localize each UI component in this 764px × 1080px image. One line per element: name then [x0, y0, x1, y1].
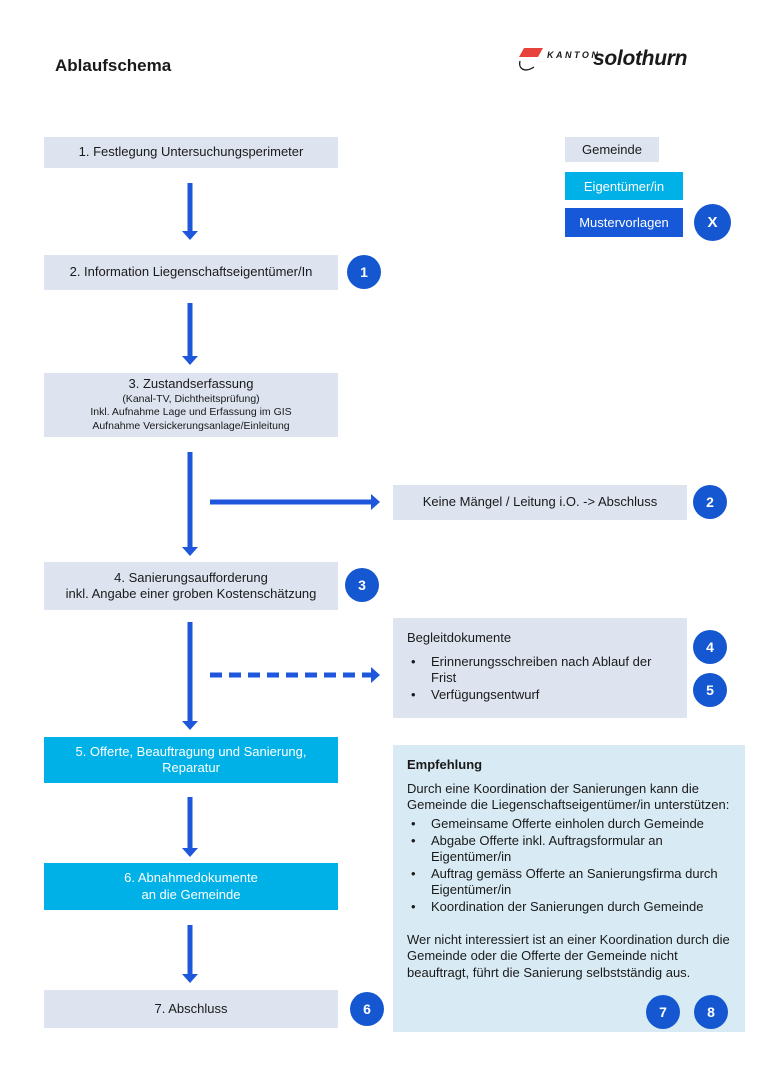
- legend-mustervorlagen: [565, 208, 683, 237]
- step-7-label: 7. Abschluss: [154, 1000, 228, 1016]
- empfehlung-bullet-3-text: Auftrag gemäss Offerte an Sanierungsfirma durch Eigentümer/in: [431, 865, 718, 898]
- step-6-line-1: 6. Abnahmedokumente: [124, 870, 258, 886]
- arrow-down-6: [182, 925, 198, 983]
- empfehlung-bullet-1: [407, 816, 731, 833]
- badge-6: 6: [350, 992, 384, 1026]
- arrow-down-1: [182, 183, 198, 240]
- empfehlung-bullet-4-text: Koordination der Sanierungen durch Gemeinde: [431, 899, 704, 914]
- badge-8: 8: [694, 995, 728, 1029]
- step-3-title: 3. Zustandserfassung: [128, 376, 254, 392]
- begleit-bullet-2: [407, 687, 673, 704]
- bullet-icon: [407, 816, 431, 833]
- legend-gemeinde-label: Gemeinde: [582, 142, 642, 157]
- arrow-right-solid: [210, 494, 380, 510]
- legend-mustervorlagen-label: Mustervorlagen: [579, 215, 669, 230]
- arrow-head-icon: [182, 547, 198, 556]
- step-3-box: [44, 373, 338, 437]
- bullet-icon: [407, 654, 431, 687]
- empfehlung-bullet-2-text: Abgabe Offerte inkl. Auftragsformular an Eigentümer/in: [431, 832, 663, 865]
- arrow-shaft: [210, 500, 372, 505]
- badge-2: 2: [693, 485, 727, 519]
- step-4-line-1: 4. Sanierungsaufforderung: [114, 569, 268, 585]
- arrow-shaft: [188, 183, 193, 232]
- legend-gemeinde: [565, 137, 659, 162]
- empfehlung-bullet-4: [407, 899, 731, 916]
- empfehlung-box: [393, 745, 745, 1032]
- step-2-box: [44, 255, 338, 290]
- step-5-line-1: 5. Offerte, Beauftragung und Sanierung,: [75, 743, 307, 759]
- logo-solothurn-text: solothurn: [593, 47, 688, 70]
- empfehlung-intro: Durch eine Koordination der Sanierungen kann die Gemeinde die Liegenschaftseigentümer/in unterstützen:: [407, 780, 730, 813]
- step-6-box: [44, 863, 338, 910]
- arrow-down-3: [182, 452, 198, 556]
- arrow-shaft: [188, 452, 193, 548]
- empfehlung-bullet-1-text: Gemeinsame Offerte einholen durch Gemeinde: [431, 815, 704, 831]
- step-1-label: 1. Festlegung Untersuchungsperimeter: [78, 144, 304, 160]
- solothurn-crest-icon: [516, 46, 544, 78]
- arrow-head-icon: [182, 356, 198, 365]
- begleitdokumente-title: Begleitdokumente: [407, 630, 512, 645]
- arrow-shaft: [188, 797, 193, 849]
- arrow-head-icon: [371, 667, 380, 683]
- bullet-icon: [407, 833, 431, 866]
- badge-3: 3: [345, 568, 379, 602]
- arrow-head-icon: [182, 974, 198, 983]
- step-6-line-2: an die Gemeinde: [141, 886, 241, 902]
- step-3-line-3: Inkl. Aufnahme Lage und Erfassung im GIS: [90, 406, 292, 419]
- arrow-head-icon: [371, 494, 380, 510]
- step-1-box: [44, 137, 338, 168]
- legend-x-badge: X: [694, 204, 731, 241]
- begleit-bullet-1-text: Erinnerungsschreiben nach Ablauf der Frist: [431, 653, 652, 686]
- bullet-icon: [407, 866, 431, 899]
- begleit-bullet-2-text: Verfügungsentwurf: [431, 686, 540, 702]
- empfehlung-bullet-2: [407, 833, 731, 866]
- step-3-line-4: Aufnahme Versickerungsanlage/Einleitung: [92, 419, 290, 432]
- badge-4: 4: [693, 630, 727, 664]
- step-7-box: [44, 990, 338, 1028]
- arrow-shaft-dashed: [210, 673, 372, 678]
- begleitdokumente-box: [393, 618, 687, 718]
- badge-7: 7: [646, 995, 680, 1029]
- arrow-right-dashed: [210, 667, 380, 683]
- arrow-shaft: [188, 925, 193, 975]
- arrow-shaft: [188, 622, 193, 722]
- empfehlung-outro: Wer nicht interessiert ist an einer Koordination durch die Gemeinde oder die Offerte der Gemeinde nicht beauftragt, führt die Sanierung selbstständig aus.: [407, 931, 730, 980]
- step-2-label: 2. Information Liegenschaftseigentümer/In: [69, 264, 313, 280]
- empfehlung-title: Empfehlung: [407, 757, 483, 772]
- arrow-down-4: [182, 622, 198, 730]
- arrow-down-5: [182, 797, 198, 857]
- step-4-line-2: inkl. Angabe einer groben Kostenschätzung: [65, 586, 317, 601]
- begleit-bullet-1: [407, 654, 673, 687]
- arrow-down-2: [182, 303, 198, 365]
- legend-eigentuemer-label: Eigentümer/in: [583, 178, 665, 194]
- badge-5: 5: [693, 673, 727, 707]
- step-5-line-2: Reparatur: [162, 760, 220, 775]
- step-4-box: [44, 562, 338, 610]
- step-5-box: [44, 737, 338, 783]
- page-title: Ablaufschema: [55, 56, 172, 75]
- logo-kanton-text: KANTON: [547, 50, 601, 60]
- kanton-solothurn-logo: [516, 44, 726, 84]
- bullet-icon: [407, 687, 431, 704]
- badge-1: 1: [347, 255, 381, 289]
- keine-maengel-box: [393, 485, 687, 520]
- keine-maengel-label: Keine Mängel / Leitung i.O. -> Abschluss: [422, 494, 658, 510]
- arrow-head-icon: [182, 231, 198, 240]
- arrow-shaft: [188, 303, 193, 357]
- arrow-head-icon: [182, 848, 198, 857]
- empfehlung-bullet-3: [407, 866, 731, 899]
- step-3-line-2: (Kanal-TV, Dichtheitsprüfung): [122, 392, 260, 405]
- legend-eigentuemer: [565, 172, 683, 200]
- bullet-icon: [407, 899, 431, 916]
- arrow-head-icon: [182, 721, 198, 730]
